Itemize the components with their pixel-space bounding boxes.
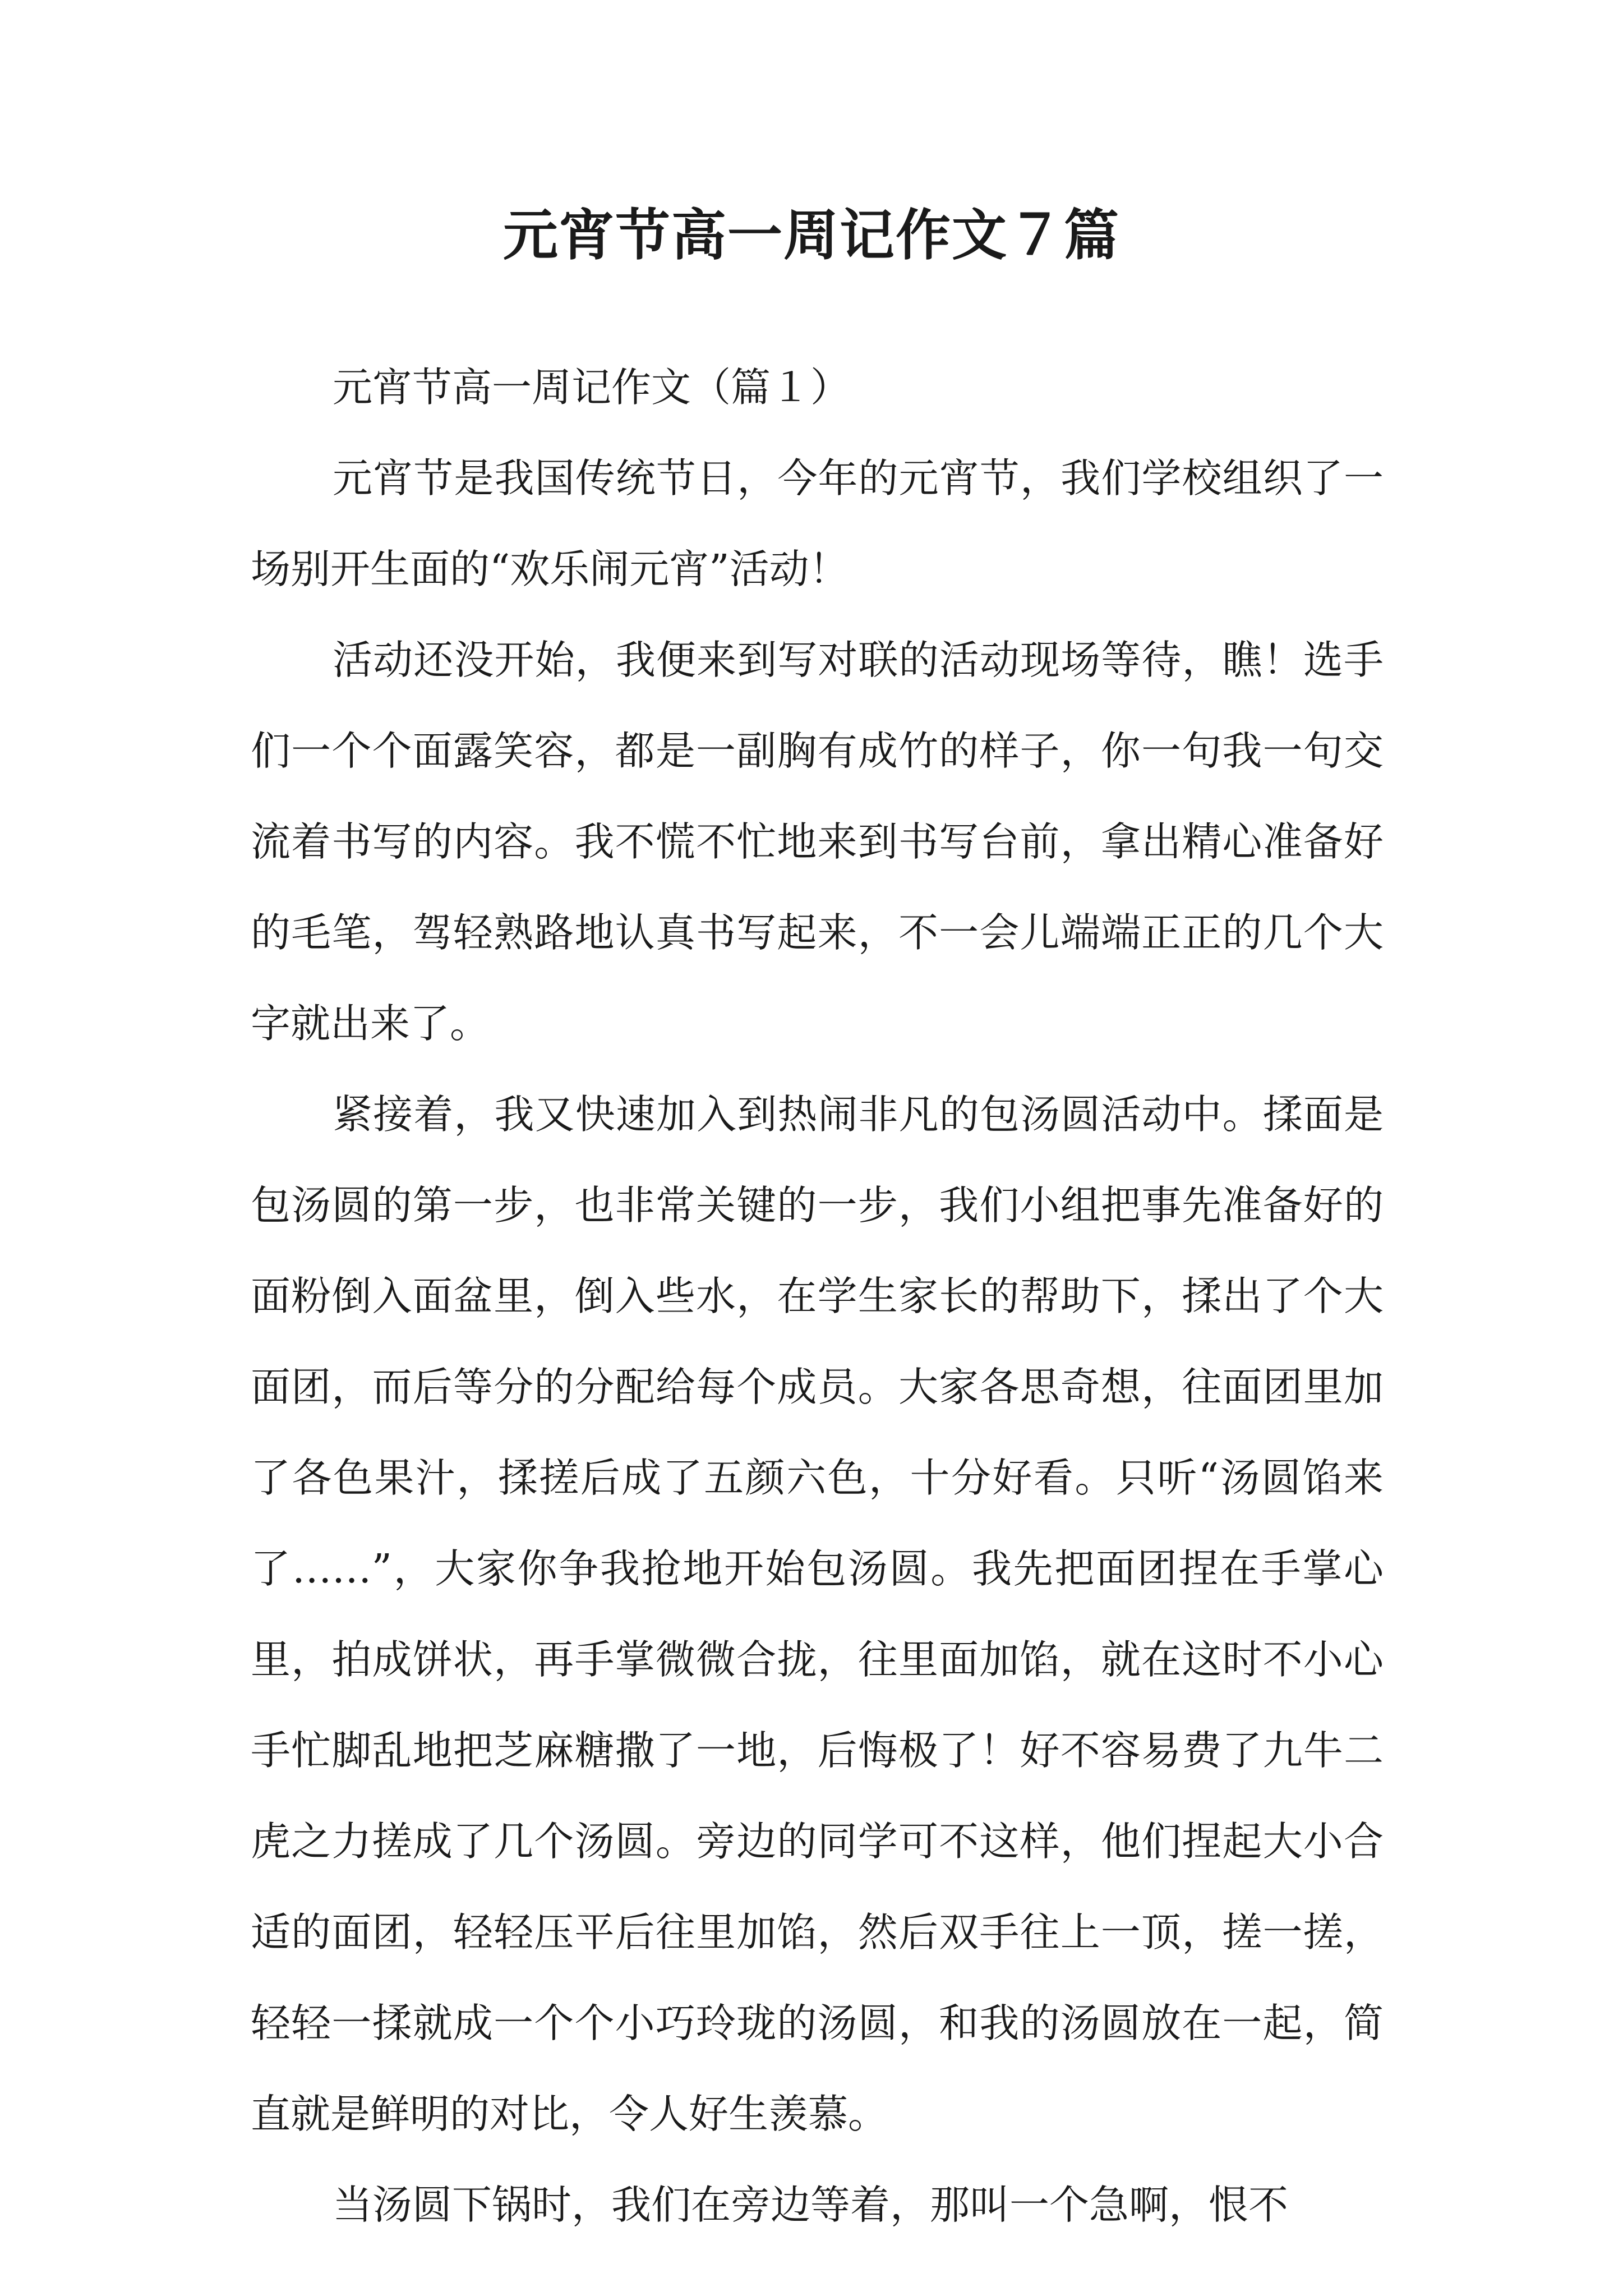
document-title: 元宵节高一周记作文７篇 <box>502 203 1120 268</box>
paragraph: 紧接着，我又快速加入到热闹非凡的包汤圆活动中。揉面是包汤圆的第一步，也非常关键的一步，我们小组把事先准备好的面粉倒入面盆里，倒入些水，在学生家长的帮助下，揉出了个大面团，而后等分的分配给每个成员。大家各思奇想，往面团里加了各色果汁，揉搓后成了五颜六色，十分好看。只听“汤圆馅来了……”，大家你争我抢地开始包汤圆。我先把面团捏在手掌心里，拍成饼状，再手掌微微合拢，往里面加馅，就在这时不小心手忙脚乱地把芝麻糖撒了一地，后悔极了！好不容易费了九牛二虎之力搓成了几个汤圆。旁边的同学可不这样，他们捏起大小合适的面团，轻轻压平后往里加馅，然后双手往上一顶，搓一搓，轻轻一揉就成一个个小巧玲珑的汤圆，和我的汤圆放在一起，简直就是鲜明的对比，令人好生羡慕。 <box>251 1091 1384 2137</box>
paragraph: 活动还没开始，我便来到写对联的活动现场等待，瞧！选手们一个个面露笑容，都是一副胸有成竹的样子，你一句我一句交流着书写的内容。我不慌不忙地来到书写台前，拿出精心准备好的毛笔，驾轻熟路地认真书写起来，不一会儿端端正正的几个大字就出来了。 <box>251 637 1384 1047</box>
paragraph: 元宵节是我国传统节日，今年的元宵节，我们学校组织了一场别开生面的“欢乐闹元宵”活动！ <box>251 455 1384 592</box>
document-body <box>251 342 1384 2251</box>
section-heading: 元宵节高一周记作文（篇１） <box>333 364 851 411</box>
paragraph: 当汤圆下锅时，我们在旁边等着，那叫一个急啊，恨不 <box>333 2182 1289 2228</box>
